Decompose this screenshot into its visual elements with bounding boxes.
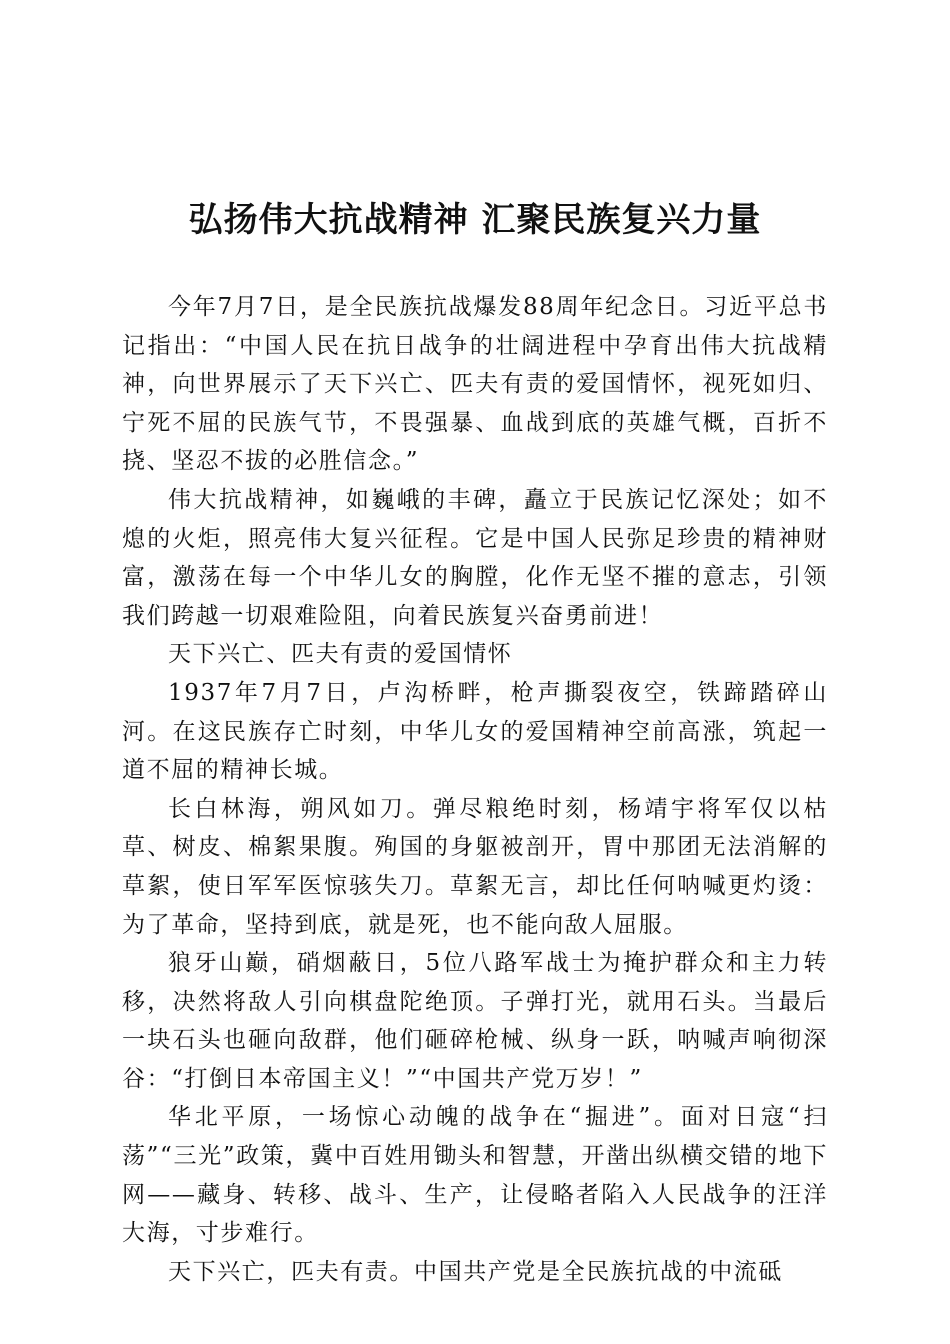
section-heading-patriotism: 天下兴亡、匹夫有责的爱国情怀: [168, 641, 513, 668]
paragraph-intro: 今年7月7日，是全民族抗战爆发88周年纪念日。习近平总书记指出：“中国人民在抗日战争的壮阔进程中孕育出伟大抗战精神，向世界展示了天下兴亡、匹夫有责的爱国情怀，视死如归、宁死不屈的民族气节，不畏强暴、血战到底的英雄气概，百折不挠、坚忍不拔的必胜信念。”: [122, 294, 828, 475]
document-title: 弘扬伟大抗战精神 汇聚民族复兴力量: [188, 200, 762, 240]
paragraph-responsibility: 天下兴亡，匹夫有责。中国共产党是全民族抗战的中流砥: [168, 1258, 783, 1285]
paragraph-langya-mountain: 狼牙山巅，硝烟蔽日，5位八路军战士为掩护群众和主力转移，决然将敌人引向棋盘陀绝顶。子弹打光，就用石头。当最后一块石头也砸向敌群，他们砸碎枪械、纵身一跃，呐喊声响彻深谷：“打倒日本帝国主义！”“中国共产党万岁！”: [122, 950, 828, 1092]
paragraph-spirit: 伟大抗战精神，如巍峨的丰碑，矗立于民族记忆深处；如不熄的火炬，照亮伟大复兴征程。它是中国人民弥足珍贵的精神财富，激荡在每一个中华儿女的胸膛，化作无坚不摧的意志，引领我们跨越一切艰难险阻，向着民族复兴奋勇前进！: [122, 486, 828, 629]
paragraph-lugou-bridge: 1937年7月7日，卢沟桥畔，枪声撕裂夜空，铁蹄踏碎山河。在这民族存亡时刻，中华儿女的爱国精神空前高涨，筑起一道不屈的精神长城。: [122, 679, 828, 784]
document-body: [122, 288, 828, 1291]
paragraph-tunnel-warfare: 华北平原，一场惊心动魄的战争在“掘进”。面对日寇“扫荡”“三光”政策，冀中百姓用锄头和智慧，开凿出纵横交错的地下网——藏身、转移、战斗、生产，让侵略者陷入人民战争的汪洋大海，寸步难行。: [122, 1104, 828, 1247]
paragraph-yang-jingyu: 长白林海，朔风如刀。弹尽粮绝时刻，杨靖宇将军仅以枯草、树皮、棉絮果腹。殉国的身躯被剖开，胃中那团无法消解的草絮，使日军军医惊骇失刀。草絮无言，却比任何呐喊更灼烫：为了革命，坚持到底，就是死，也不能向敌人屈服。: [122, 795, 828, 938]
